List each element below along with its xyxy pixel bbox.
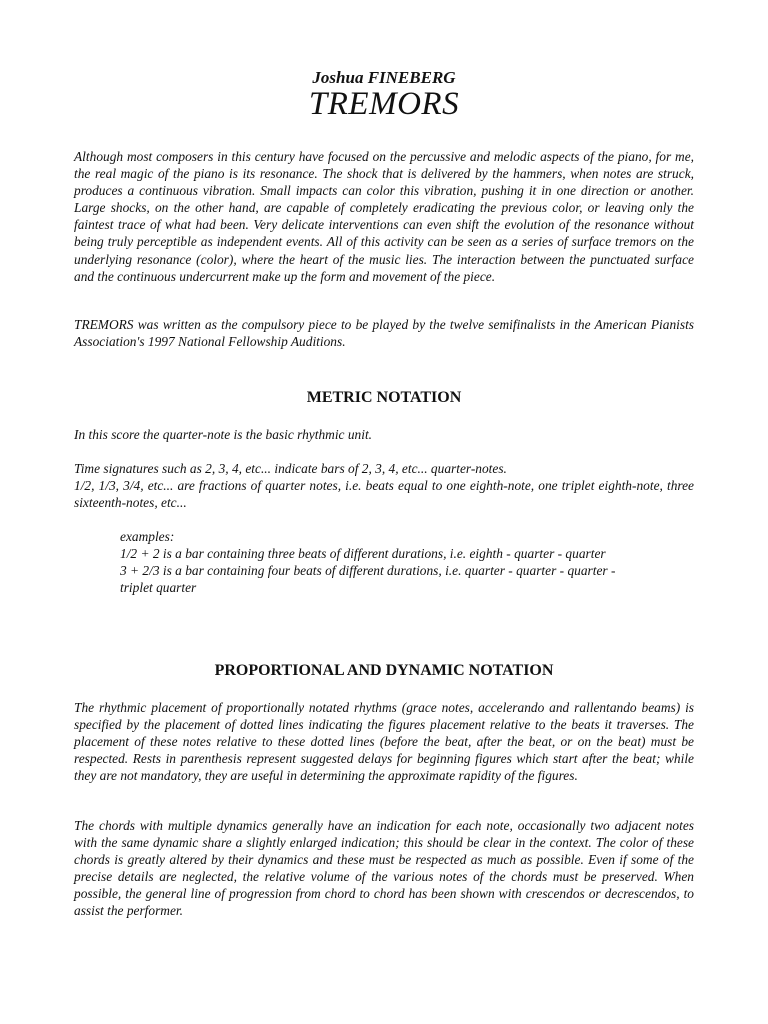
- dynamics-paragraph: The chords with multiple dynamics generally have an indication for each note, occasionally two adjacent notes with the same dynamic share a slightly enlarged indication; this should be clear in the context. The color of these chords is greatly altered by their dynamics and these must be respected as much as possible. Even if some of the precise details are neglected, the relative volume of the various notes of the chords must be preserved. When possible, the general line of progression from chord to chord has been shown with crescendos or decrescendos, to assist the performer.: [74, 818, 694, 919]
- proportional-notation-heading: PROPORTIONAL AND DYNAMIC NOTATION: [214, 662, 554, 679]
- examples-label: examples:: [120, 529, 175, 544]
- metric-time-signatures: Time signatures such as 2, 3, 4, etc... indicate bars of 2, 3, 4, etc... quarter-notes.: [74, 461, 507, 476]
- author-name: Joshua FINEBERG: [312, 68, 456, 87]
- document-title: TREMORS: [308, 86, 460, 122]
- example-1: 1/2 + 2 is a bar containing three beats of different durations, i.e. eighth - quarter - quarter: [120, 546, 606, 562]
- compulsory-paragraph: TREMORS was written as the compulsory piece to be played by the twelve semifinalists in the American Pianists Association's 1997 National Fellowship Auditions.: [74, 317, 694, 350]
- examples-block: [120, 528, 640, 596]
- example-2: 3 + 2/3 is a bar containing four beats of different durations, i.e. quarter - quarter - quarter - triplet quarter: [120, 563, 616, 596]
- metric-fractions: 1/2, 1/3, 3/4, etc... are fractions of quarter notes, i.e. beats equal to one eighth-note, one triplet eighth-note, three sixteenth-notes, etc...: [74, 478, 694, 511]
- intro-paragraph: Although most composers in this century have focused on the percussive and melodic aspects of the piano, for me, the real magic of the piano is its resonance. The shock that is delivered by the hammers, when notes are struck, produces a continuous vibration. Small impacts can color this vibration, pushing it in one direction or another. Large shocks, on the other hand, are capable of completely eradicating the previous color, or leaving only the faintest trace of what had been. Very delicate interventions can even shift the evolution of the resonance without being truly perceptible as independent events. All of this activity can be seen as a series of surface tremors on the underlying resonance (color), where the heart of the music lies. The interaction between the punctuated surface and the continuous undercurrent make up the form and movement of the piece.: [74, 149, 694, 284]
- metric-notation-heading: METRIC NOTATION: [306, 389, 462, 406]
- proportional-paragraph: The rhythmic placement of proportionally notated rhythms (grace notes, accelerando and rallentando beams) is specified by the placement of dotted lines indicating the figures placement relative to the beats it traverses. The placement of these notes relative to these dotted lines (before the beat, after the beat, or on the beat) must be respected. Rests in parenthesis represent suggested delays for beginning figures which start after the beat; while they are not mandatory, they are useful in determining the approximate rapidity of the figures.: [74, 700, 694, 784]
- metric-basic-unit: In this score the quarter-note is the basic rhythmic unit.: [74, 427, 373, 442]
